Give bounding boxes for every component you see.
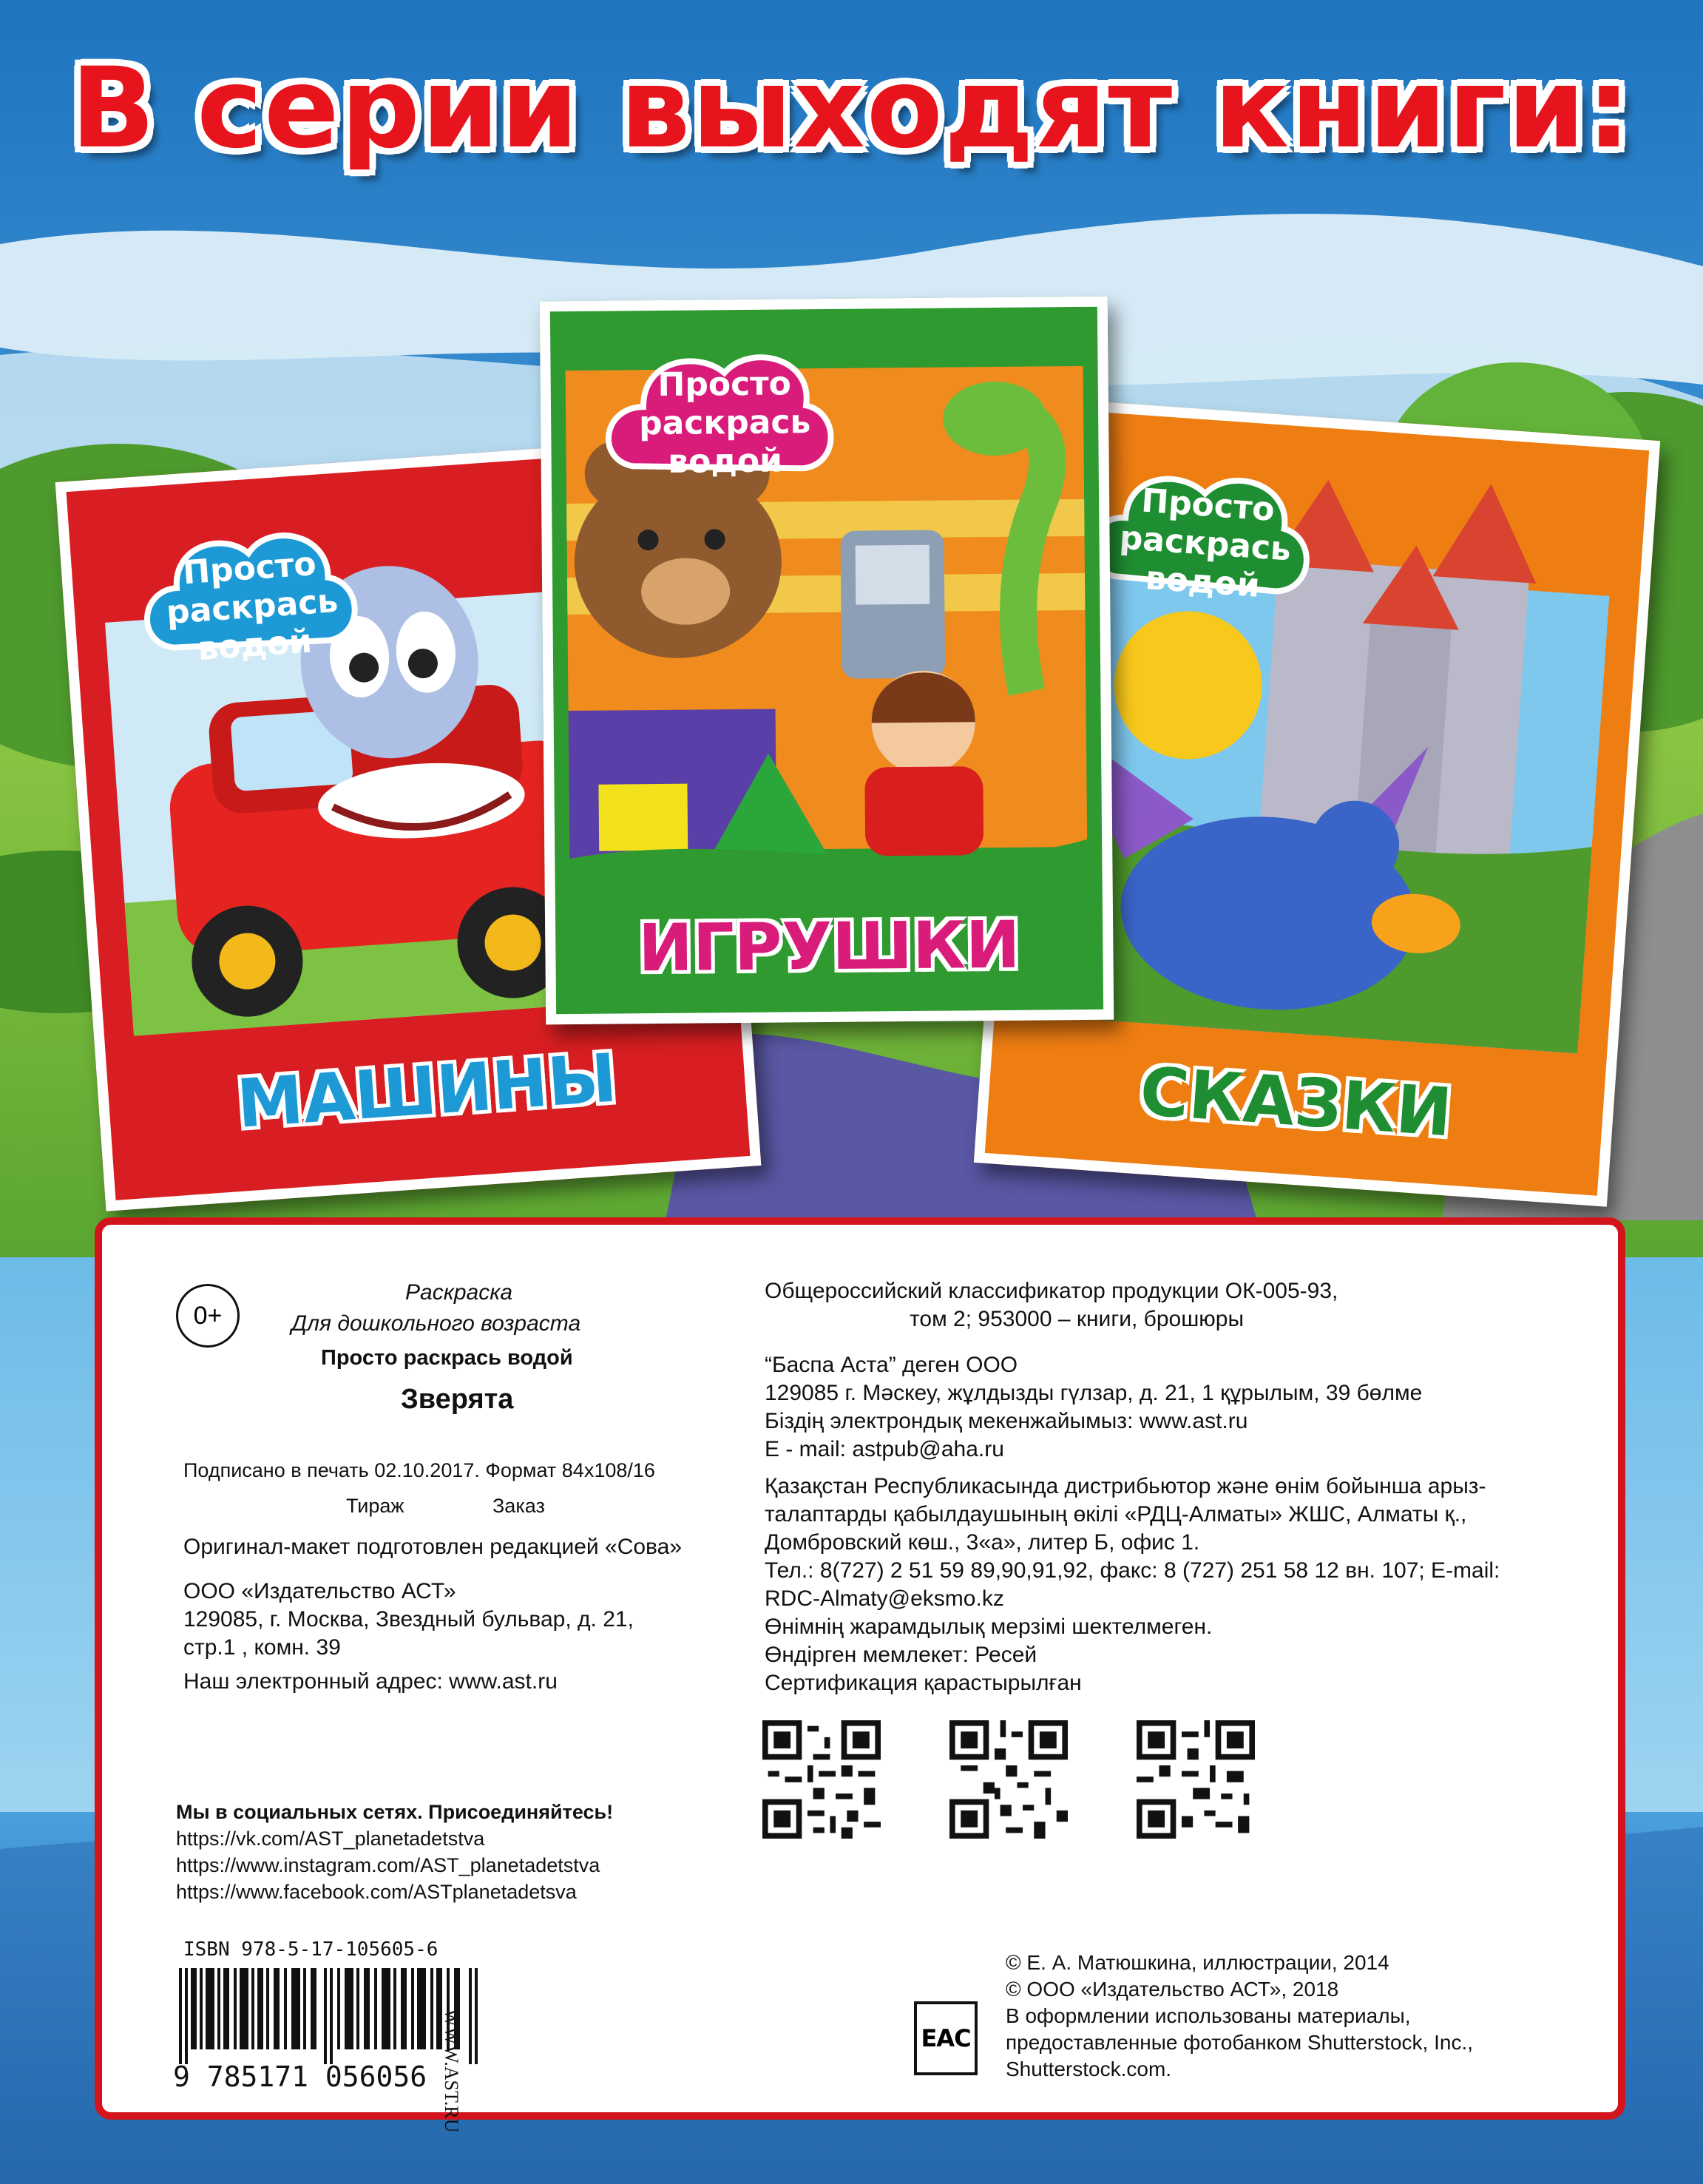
imprint-panel — [95, 1217, 1625, 2133]
copyright-line-1: © Е. А. Матюшкина, иллюстрации, 2014 — [1006, 1951, 1389, 1974]
kz-line-4: E - mail: astpub@aha.ru — [765, 1437, 1004, 1461]
site-vertical-text: WWW.AST.RU — [441, 2009, 462, 2133]
copyright-line-2: © ООО «Издательство АСТ», 2018 — [1006, 1978, 1339, 2001]
qr-code-icon[interactable] — [1137, 1720, 1255, 1839]
series-headline: В серии выходят книги: — [70, 44, 1633, 173]
distributor-line-6: Өнімнің жарамдылық мерзімі шектелмеген. — [765, 1615, 1213, 1639]
publisher-email-line: Наш электронный адрес: www.ast.ru — [183, 1669, 558, 1694]
publisher-line-1: ООО «Издательство АСТ» — [183, 1579, 456, 1603]
isbn-text: ISBN 978-5-17-105605-6 — [183, 1938, 439, 1961]
distributor-line-3: Домбровский көш., 3«а», литер Б, офис 1. — [765, 1530, 1200, 1555]
eac-mark-icon: EAC — [914, 2001, 978, 2075]
distributor-line-8: Сертификация қарастырылған — [765, 1671, 1082, 1695]
distributor-line-4: Тел.: 8(727) 2 51 59 89,90,91,92, факс: 8 (727) 251 58 12 вн. 107; E-mail: — [765, 1558, 1500, 1583]
cover-label: Просто раскрась водой — [1118, 481, 1293, 605]
distributor-line-1: Қазақстан Республикасында дистрибьютор және өнім бойынша арыз- — [765, 1474, 1486, 1498]
layout-credit: Оригинал-макет подготовлен редакцией «Сова» — [183, 1535, 683, 1559]
genre-text: Раскраска — [405, 1280, 513, 1305]
cover-label: Просто раскрась водой — [638, 365, 811, 481]
copyright-line-4: предоставленные фотобанком Shutterstock, Inc., — [1006, 2031, 1473, 2054]
distributor-line-7: Өндірген мемлекет: Ресей — [765, 1643, 1037, 1667]
distributor-line-2: талаптарды қабылдаушының өкілі «РДЦ-Алматы» ЖШС, Алматы қ., — [765, 1502, 1467, 1527]
cover-label: Просто раскрась водой — [165, 544, 339, 669]
publisher-line-3: стр.1 , комн. 39 — [183, 1635, 341, 1660]
signed-for-print: Подписано в печать 02.10.2017. Формат 84x108/16 — [183, 1459, 655, 1481]
barcode-digits: 9 785171 056056 — [173, 2060, 427, 2093]
book-title: СКАЗКИ — [1137, 1052, 1455, 1152]
distributor-line-5: RDC-Almaty@eksmo.kz — [765, 1586, 1004, 1611]
social-link-instagram[interactable]: https://www.instagram.com/AST_planetadetstva — [176, 1854, 600, 1876]
social-link-facebook[interactable]: https://www.facebook.com/ASTplanetadetsva — [176, 1881, 577, 1903]
classifier-line-2: том 2; 953000 – книги, брошюры — [910, 1307, 1245, 1331]
book-cover-igrushki[interactable] — [540, 297, 1114, 1025]
qr-code-icon[interactable] — [762, 1720, 881, 1839]
classifier-line-1: Общероссийский классификатор продукции ОК-005-93, — [765, 1279, 1338, 1303]
age-rating-badge: 0+ — [176, 1284, 240, 1348]
publisher-line-2: 129085, г. Москва, Звездный бульвар, д. 21, — [183, 1607, 634, 1632]
kz-line-3: Біздің электрондық мекенжайымыз: www.ast.ru — [765, 1409, 1248, 1433]
social-title: Мы в социальных сетях. Присоединяйтесь! — [176, 1801, 614, 1823]
age-group-text: Для дошкольного возраста — [291, 1311, 581, 1336]
kz-line-1: “Баспа Аста” деген ООО — [765, 1353, 1018, 1377]
kz-line-2: 129085 г. Мәскеу, жұлдызды гүлзар, д. 21, 1 құрылым, 39 бөлме — [765, 1381, 1423, 1405]
book-title: МАШИНЫ — [234, 1039, 620, 1143]
book-title: ИГРУШКИ — [637, 906, 1020, 987]
book-title-imprint: Зверята — [401, 1384, 514, 1415]
order-label: Заказ — [492, 1495, 545, 1517]
print-run-label: Тираж — [346, 1495, 404, 1517]
copyright-line-5: Shutterstock.com. — [1006, 2058, 1172, 2080]
qr-code-icon[interactable] — [949, 1720, 1068, 1839]
copyright-line-3: В оформлении использованы материалы, — [1006, 2004, 1411, 2027]
social-link-vk[interactable]: https://vk.com/AST_planetadetstva — [176, 1828, 485, 1850]
series-name: Просто раскрась водой — [321, 1346, 573, 1370]
